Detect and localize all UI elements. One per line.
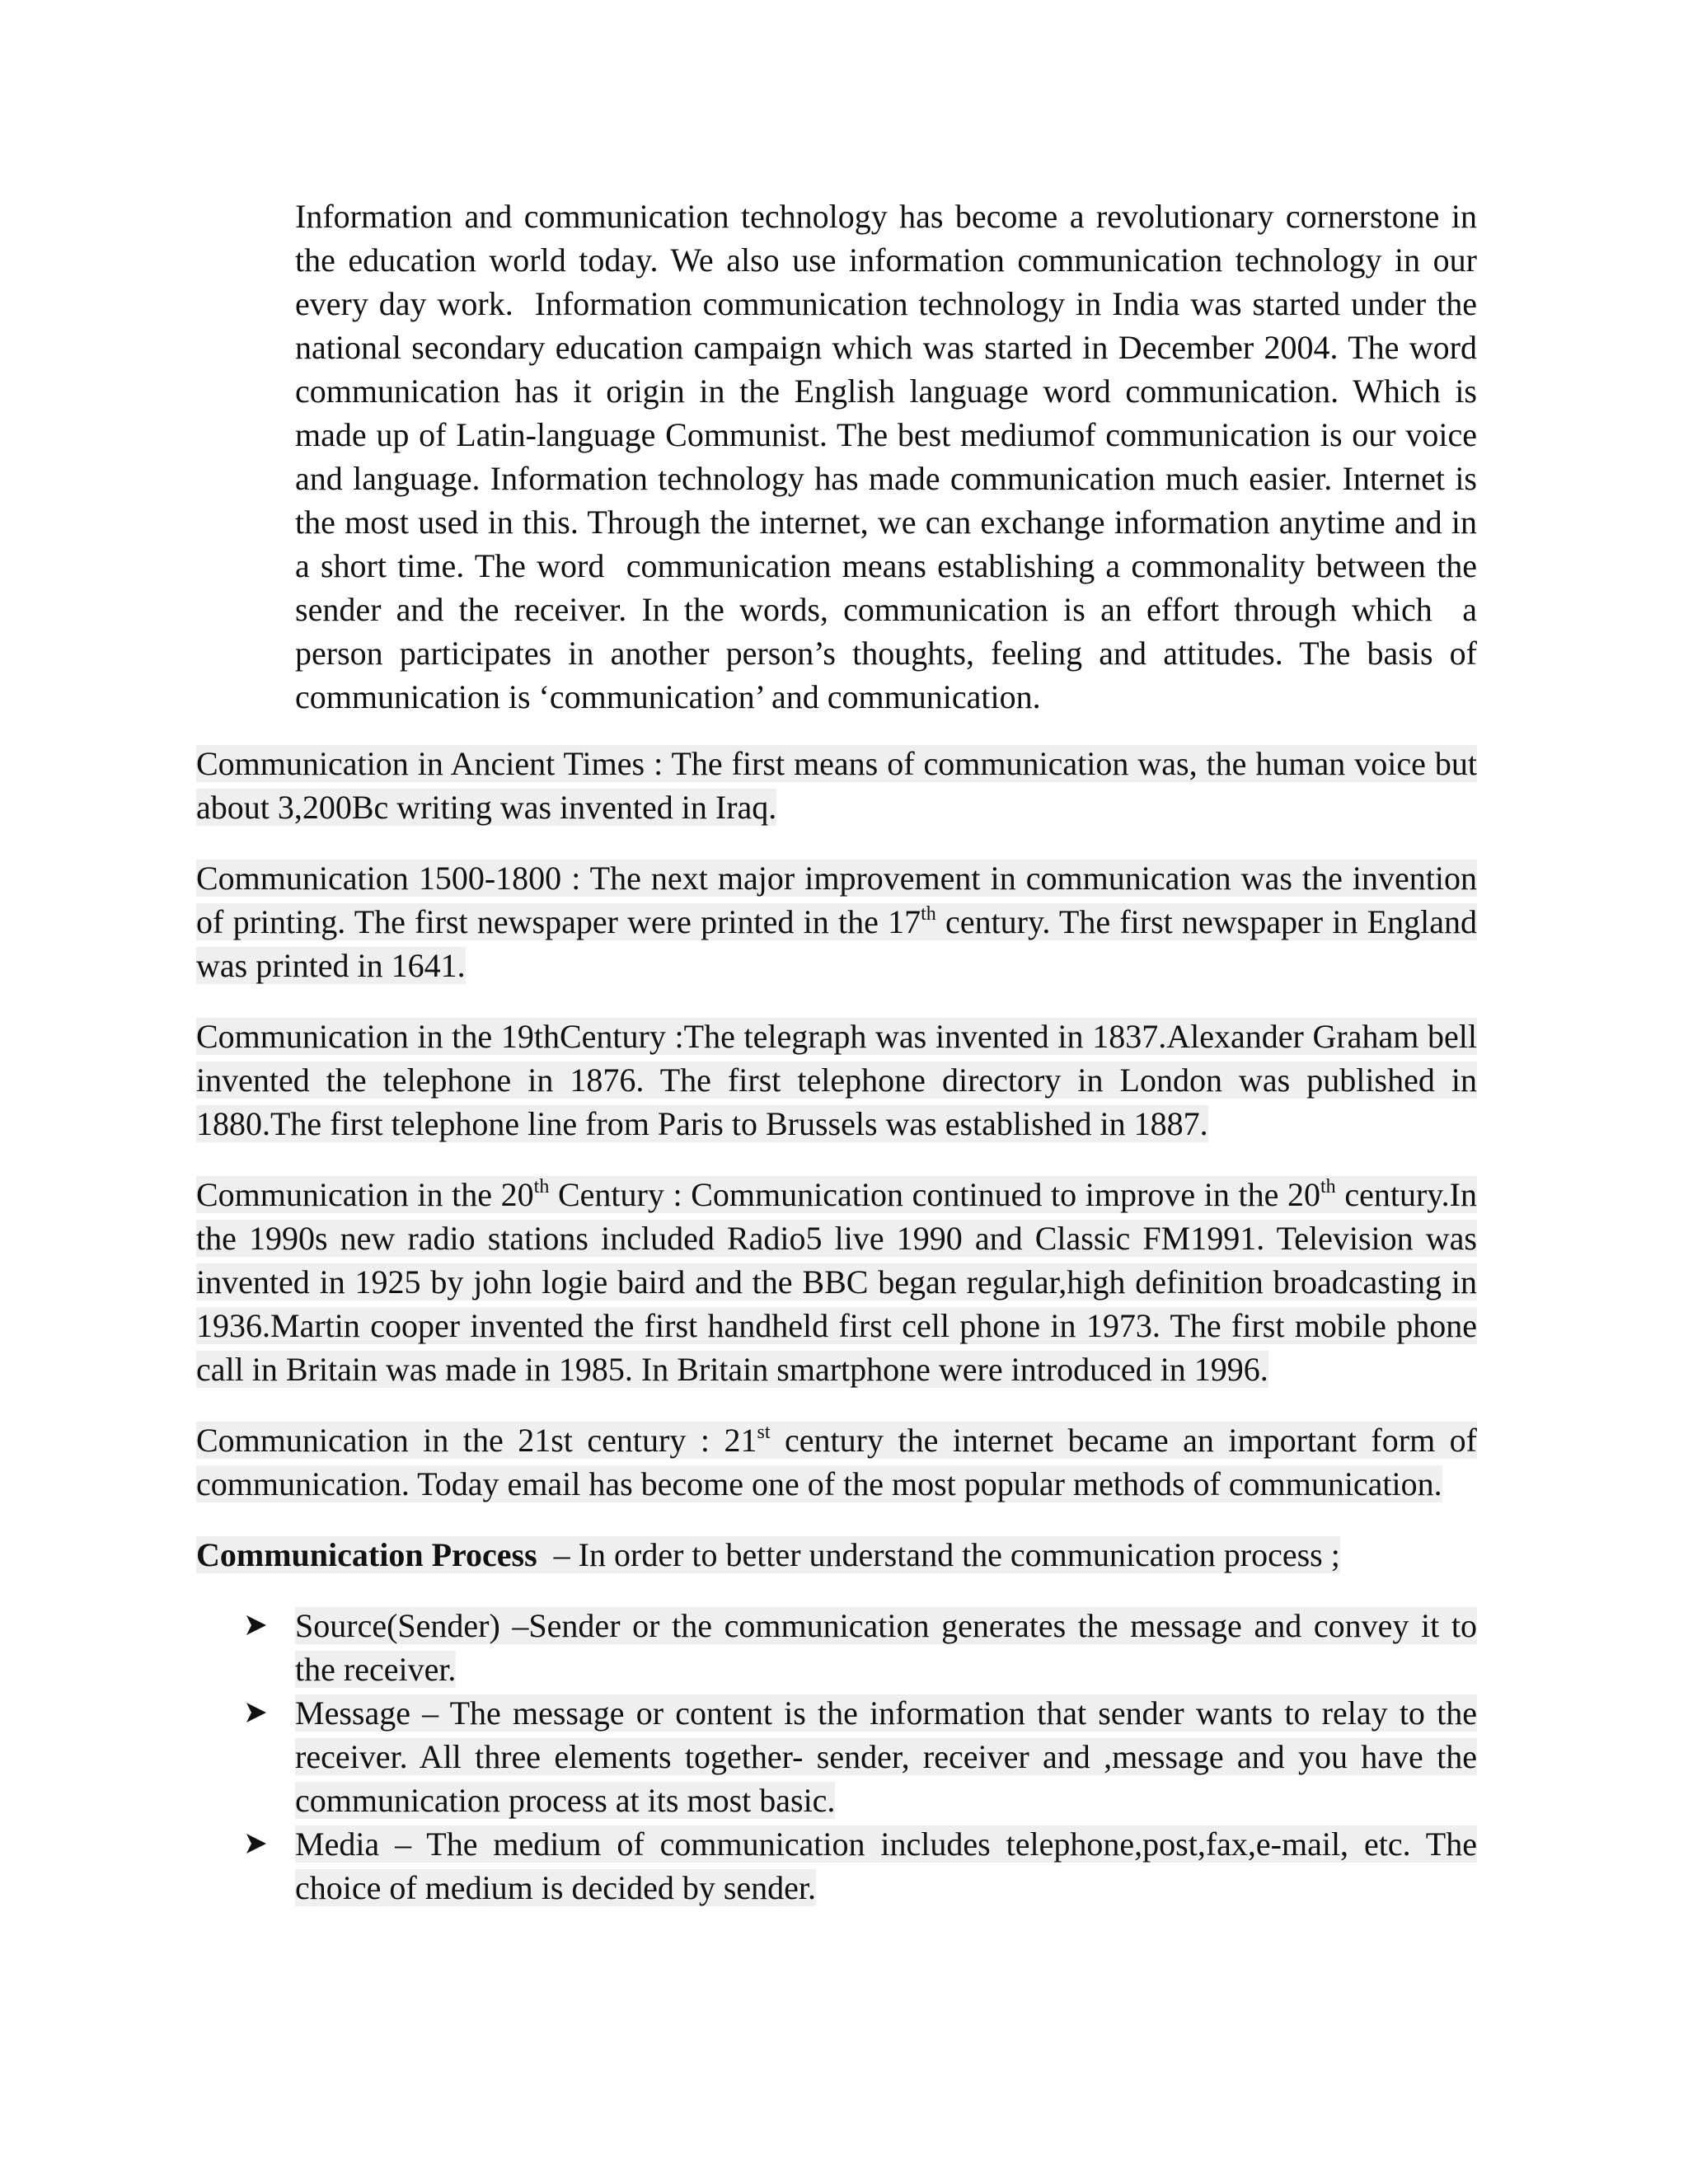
century-21-text: Communication in the 21st century : 21st century the internet became an important form of communication. Today email has become one of the most popular methods of communication. (196, 1422, 1478, 1502)
bullet-item-media (295, 1822, 1477, 1910)
century-19-paragraph (196, 1015, 1477, 1146)
communication-process-heading: Communication Process (196, 1536, 537, 1573)
communication-process-text: Communication Process – In order to better understand the communication process ; (196, 1536, 1340, 1573)
communication-process-paragraph (196, 1533, 1477, 1577)
arrow-bullet-icon (244, 1691, 269, 1735)
century-20-paragraph (196, 1173, 1477, 1391)
century-19-text: Communication in the 19thCentury :The telegraph was invented in 1837.Alexander Graham bell invented the telephone in 1876. The first telephone directory in London was published in 1880.The first telephone line from Paris to Brussels was established in 1887. (196, 1018, 1477, 1142)
process-bullet-list (295, 1604, 1477, 1910)
century-21-paragraph (196, 1418, 1477, 1506)
bullet-text-source: Source(Sender) –Sender or the communication generates the message and convey it to the receiver. (295, 1607, 1477, 1688)
arrow-bullet-icon (244, 1604, 269, 1647)
bullet-item-source (295, 1604, 1477, 1691)
intro-paragraph (295, 194, 1477, 719)
century-20-text: Communication in the 20th Century : Communication continued to improve in the 20th century.In the 1990s new radio stations included Radio5 live 1990 and Classic FM1991. Television was invented in 1925 by john logie baird and the BBC began regular,high definition broadcasting in 1936.Martin cooper invented the first handheld first cell phone in 1973. The first mobile phone call in Britain was made in 1985. In Britain smartphone were introduced in 1996. (196, 1176, 1477, 1388)
bullet-text-media: Media – The medium of communication includes telephone,post,fax,e-mail, etc. The choice of medium is decided by sender. (295, 1825, 1477, 1906)
ancient-times-text: Communication in Ancient Times : The first means of communication was, the human voice but about 3,200Bc writing was invented in Iraq. (196, 745, 1477, 826)
period-1500-1800-text: Communication 1500-1800 : The next major improvement in communication was the invention of printing. The first newspaper were printed in the 17th century. The first newspaper in England was printed in 1641. (196, 860, 1477, 984)
bullet-item-message (295, 1691, 1477, 1822)
period-1500-1800-paragraph (196, 856, 1477, 987)
ancient-times-paragraph (196, 742, 1477, 829)
intro-text: Information and communication technology has become a revolutionary cornerstone in the education world today. We also use information communication technology in our every day work. Information communication technology in India was started under the national secondary education campaign which was started in December 2004. The word communication has it origin in the English language word communication. Which is made up of Latin-language Communist. The best mediumof communication is our voice and language. Information technology has made communication much easier. Internet is the most used in this. Through the internet, we can exchange information anytime and in a short time. The word communication means establishing a commonality between the sender and the receiver. In the words, communication is an effort through which a person participates in another person’s thoughts, feeling and attitudes. The basis of communication is ‘communication’ and communication. (295, 198, 1477, 715)
bullet-text-message: Message – The message or content is the information that sender wants to relay to the receiver. All three elements together- sender, receiver and ,message and you have the communication process at its most basic. (295, 1694, 1477, 1819)
arrow-bullet-icon (244, 1822, 269, 1866)
